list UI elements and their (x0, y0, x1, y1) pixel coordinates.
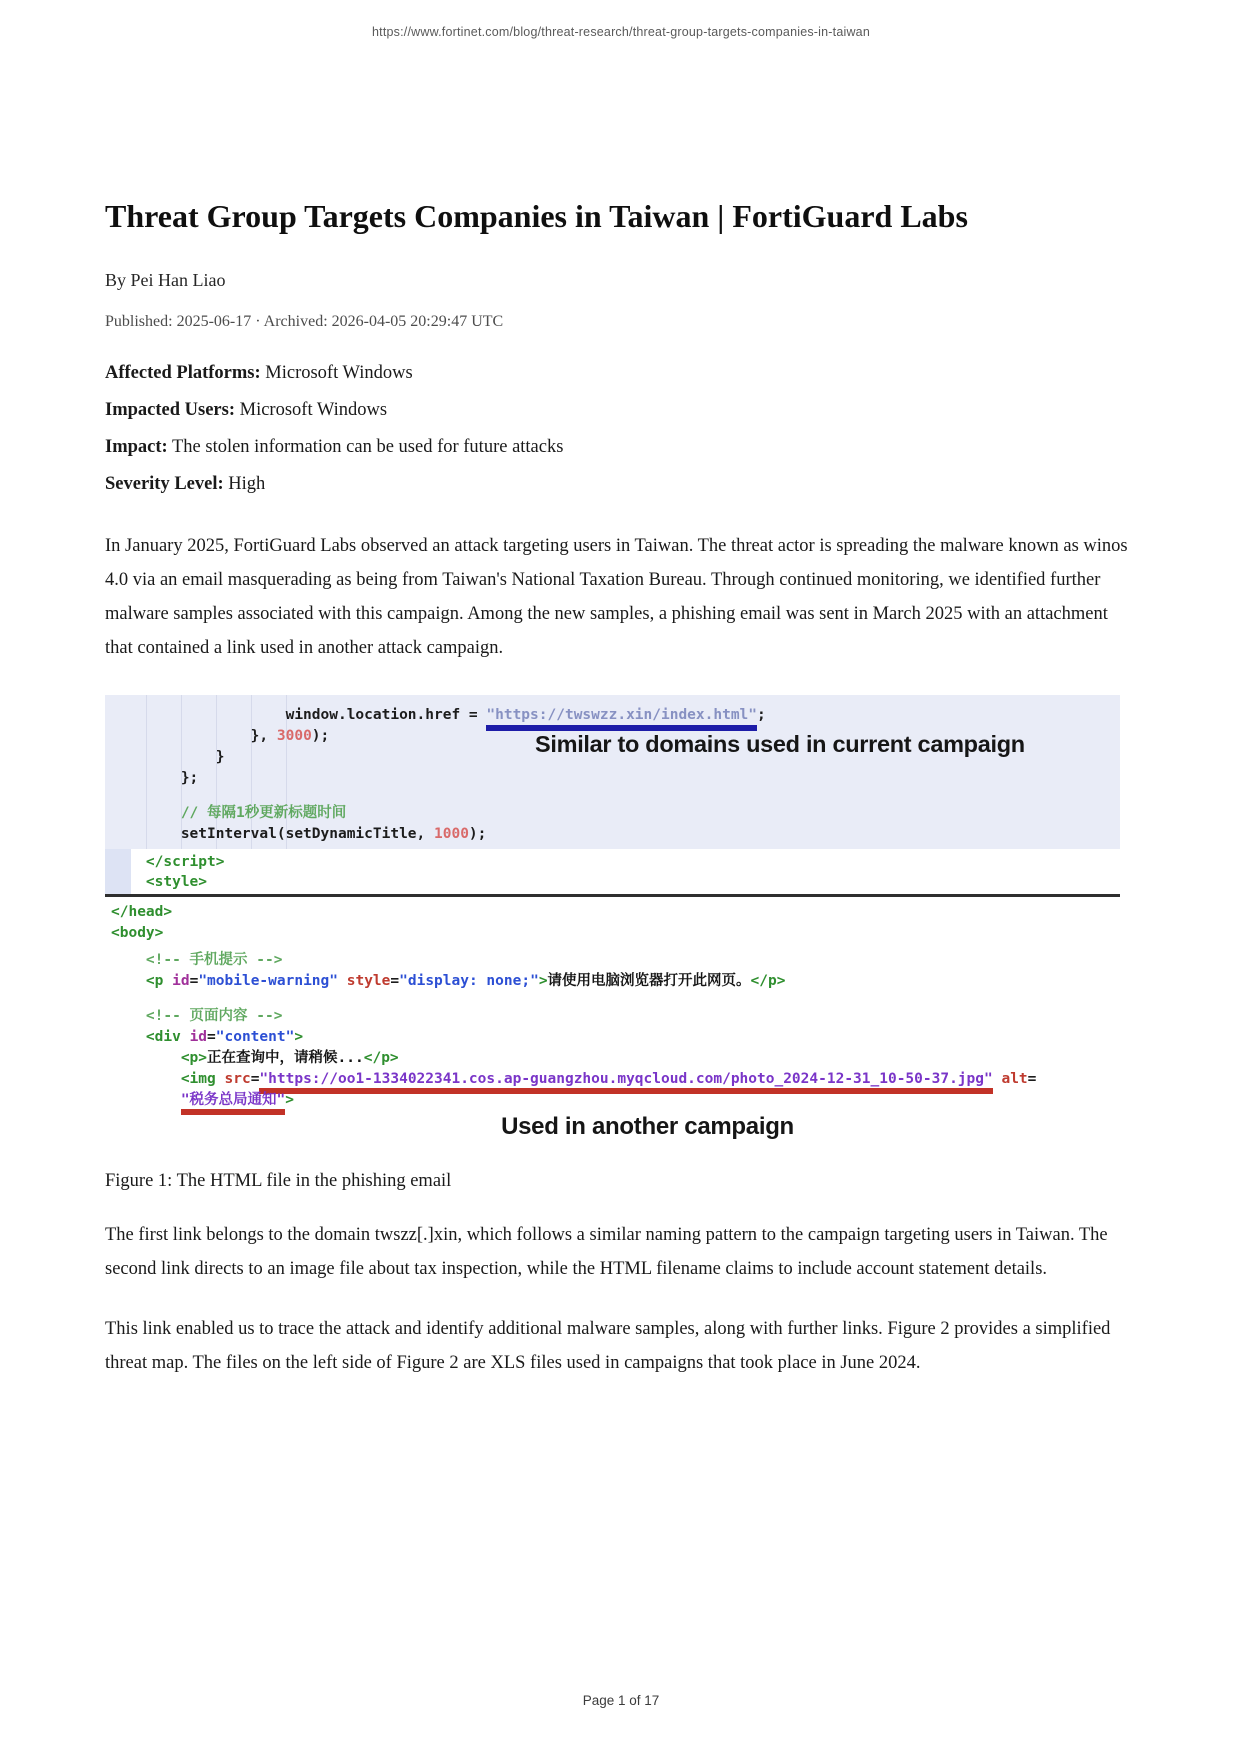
code-line (105, 1069, 1120, 1090)
code-line (105, 1006, 1120, 1027)
meta-label: Impact: (105, 437, 168, 457)
code-line (105, 803, 1120, 824)
code-token: src (224, 1071, 251, 1087)
meta-value: Microsoft Windows (239, 400, 388, 420)
code-token: }, (250, 728, 277, 744)
article-column (105, 0, 1137, 1380)
meta-value: High (228, 474, 266, 494)
code-token: = (390, 973, 400, 989)
code-token: > (285, 1092, 295, 1108)
code-token: } (215, 749, 225, 765)
code-token: "content" (215, 1029, 295, 1045)
paragraph-trace: This link enabled us to trace the attack and identify additional malware samples, along with further links. Figure 2 provides a simplified threat map. The files on the left side of Figure 2 are XLS files used in campaigns that took place in June 2024. (105, 1319, 1111, 1373)
meta-value: The stolen information can be used for future attacks (171, 437, 564, 457)
code-line (105, 852, 1120, 872)
code-token: = (207, 1029, 216, 1045)
code-line (105, 824, 1120, 845)
page-title: Threat Group Targets Companies in Taiwan | FortiGuard Labs (105, 198, 968, 234)
code-token: }; (180, 770, 199, 786)
code-token: // 每隔1秒更新标题时间 (180, 805, 347, 821)
code-token: </script> (145, 854, 225, 870)
red-underlined-url: "https://oo1-1334022341.cos.ap-guangzhou.myqcloud.com/photo_2024-12-31_10-50-37.jpg" (259, 1071, 992, 1094)
code-line (105, 726, 1120, 747)
code-token: style (346, 973, 391, 989)
code-token: 正在查询中，请稍候... (207, 1050, 364, 1066)
code-line (105, 768, 1120, 789)
meta-row-affected-platforms (105, 355, 1137, 392)
code-token (338, 973, 347, 989)
figure-1-caption: Figure 1: The HTML file in the phishing email (105, 1171, 452, 1191)
code-token: </p> (363, 1050, 399, 1066)
code-token: id (189, 1029, 208, 1045)
annotation-used-in-another-campaign: Used in another campaign (501, 1113, 794, 1140)
code-line (105, 1048, 1120, 1069)
code-line (105, 950, 1120, 971)
code-screenshot-mid-segment (105, 849, 1120, 894)
paragraph-intro: In January 2025, FortiGuard Labs observed an attack targeting users in Taiwan. The threat actor is spreading the malware known as winos 4.0 via an email masquerading as being from Taiwan's National Taxation Bureau. Through continued monitoring, we identified further malware samples associated with this campaign. Among the new samples, a phishing email was sent in March 2025 with an attachment that contained a link used in another attack campaign. (105, 536, 1128, 658)
code-line (105, 1027, 1120, 1048)
code-line (105, 747, 1120, 768)
paragraph-first-link: The first link belongs to the domain twszz[.]xin, which follows a similar naming pattern to the campaign targeting users in Taiwan. The second link directs to an image file about tax inspection, while the HTML filename claims to include account statement details. (105, 1225, 1108, 1279)
code-line (105, 923, 1120, 944)
code-blank-line (105, 789, 1120, 803)
code-token: = (189, 973, 199, 989)
code-screenshot-top-segment (105, 695, 1120, 849)
meta-label: Severity Level: (105, 474, 224, 494)
code-token: alt (1001, 1071, 1028, 1087)
code-token: <!-- 页面内容 --> (145, 1008, 283, 1024)
code-token: </head> (111, 904, 173, 920)
byline: By Pei Han Liao (105, 270, 226, 290)
meta-block (105, 355, 1137, 503)
figure-1-code-screenshot (105, 695, 1120, 1141)
code-token: <p (145, 973, 173, 989)
code-token: <p> (180, 1050, 208, 1066)
code-token: 3000 (276, 728, 312, 744)
code-line (105, 705, 1120, 726)
code-token: "mobile-warning" (198, 973, 338, 989)
published-line: Published: 2025-06-17 · Archived: 2026-04-05 20:29:47 UTC (105, 313, 504, 330)
meta-row-impacted-users (105, 392, 1137, 429)
code-token: <body> (111, 925, 164, 941)
code-token: <img (180, 1071, 225, 1087)
code-line (105, 872, 1120, 892)
code-line (105, 971, 1120, 992)
meta-value: Microsoft Windows (265, 363, 413, 383)
blue-underlined-url: "https://twswzz.xin/index.html" (486, 707, 757, 731)
code-token: = (1027, 1071, 1037, 1087)
code-line (105, 902, 1120, 923)
code-token: "display: none;" (399, 973, 539, 989)
code-blank-line (105, 992, 1120, 1006)
code-token: <!-- 手机提示 --> (145, 952, 283, 968)
code-token: <style> (145, 874, 208, 890)
code-screenshot-bottom-segment (105, 897, 1120, 1111)
code-token: </p> (750, 973, 786, 989)
source-url: https://www.fortinet.com/blog/threat-research/threat-group-targets-companies-in-taiwan (372, 25, 870, 39)
code-token: ; (757, 707, 766, 723)
code-token: id (172, 973, 190, 989)
code-token: ); (311, 728, 330, 744)
page-number: Page 1 of 17 (582, 1693, 660, 1708)
code-token: 1000 (434, 826, 469, 842)
meta-row-impact (105, 429, 1137, 466)
code-token: > (294, 1029, 304, 1045)
meta-row-severity (105, 466, 1137, 503)
red-underlined-url: "税务总局通知" (181, 1092, 285, 1115)
code-token: ); (468, 826, 487, 842)
annotation-similar-domains: Similar to domains used in current campaign (535, 731, 1025, 757)
code-token: 请使用电脑浏览器打开此网页。 (547, 973, 751, 989)
meta-label: Impacted Users: (105, 400, 235, 420)
code-token: > (538, 973, 548, 989)
code-line (105, 1090, 1120, 1111)
code-token: window.location.href = (285, 707, 487, 723)
code-token: = (250, 1071, 260, 1087)
code-token: setInterval(setDynamicTitle, (180, 826, 434, 842)
code-token: <div (145, 1029, 190, 1045)
meta-label: Affected Platforms: (105, 363, 261, 383)
